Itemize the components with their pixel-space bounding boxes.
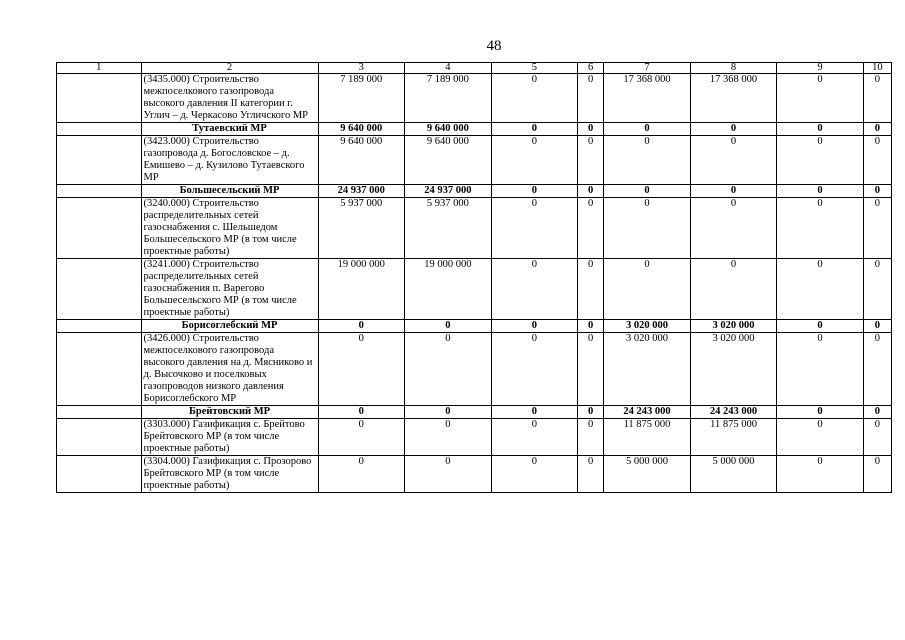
- amount-cell: 19 000 000: [318, 259, 405, 320]
- amount-cell: 24 243 000: [604, 406, 691, 419]
- amount-cell: 0: [777, 185, 864, 198]
- column-header: 2: [141, 63, 318, 74]
- amount-cell: 0: [491, 136, 578, 185]
- amount-cell: 0: [777, 419, 864, 456]
- amount-cell: 0: [777, 320, 864, 333]
- column-header: 9: [777, 63, 864, 74]
- description-cell: (3303.000) Газификация с. Брейтово Брейтовского МР (в том числе проектные работы): [141, 419, 318, 456]
- amount-cell: 0: [777, 333, 864, 406]
- amount-cell: 7 189 000: [405, 74, 492, 123]
- amount-cell: 11 875 000: [690, 419, 777, 456]
- amount-cell: 0: [578, 320, 604, 333]
- amount-cell: 17 368 000: [604, 74, 691, 123]
- project-row: [57, 198, 892, 259]
- amount-cell: 0: [863, 333, 891, 406]
- amount-cell: 0: [578, 419, 604, 456]
- amount-cell: 9 640 000: [405, 123, 492, 136]
- amount-cell: 0: [578, 185, 604, 198]
- amount-cell: 0: [777, 136, 864, 185]
- description-cell: (3240.000) Строительство распределительных сетей газоснабжения с. Шельшедом Большесельского МР (в том числе проектные работы): [141, 198, 318, 259]
- row-number-cell: [57, 74, 142, 123]
- amount-cell: 5 937 000: [405, 198, 492, 259]
- amount-cell: 7 189 000: [318, 74, 405, 123]
- district-subtotal-row: [57, 406, 892, 419]
- row-number-cell: [57, 419, 142, 456]
- amount-cell: 0: [604, 136, 691, 185]
- amount-cell: 0: [491, 333, 578, 406]
- amount-cell: 0: [578, 136, 604, 185]
- project-row: [57, 259, 892, 320]
- amount-cell: 0: [491, 123, 578, 136]
- amount-cell: 0: [777, 406, 864, 419]
- row-number-cell: [57, 185, 142, 198]
- amount-cell: 3 020 000: [690, 320, 777, 333]
- amount-cell: 0: [491, 259, 578, 320]
- description-cell: (3423.000) Строительство газопровода д. Богословское – д. Емишево – д. Кузилово Тутаевского МР: [141, 136, 318, 185]
- row-number-cell: [57, 456, 142, 493]
- amount-cell: 5 937 000: [318, 198, 405, 259]
- amount-cell: 11 875 000: [604, 419, 691, 456]
- page-number: 48: [486, 38, 502, 54]
- amount-cell: 0: [777, 198, 864, 259]
- amount-cell: 24 937 000: [318, 185, 405, 198]
- amount-cell: 0: [405, 333, 492, 406]
- column-header: 7: [604, 63, 691, 74]
- amount-cell: 0: [318, 419, 405, 456]
- amount-cell: 0: [491, 456, 578, 493]
- amount-cell: 0: [578, 123, 604, 136]
- amount-cell: 9 640 000: [318, 136, 405, 185]
- amount-cell: 0: [578, 406, 604, 419]
- row-number-cell: [57, 198, 142, 259]
- column-header: 3: [318, 63, 405, 74]
- budget-table: [56, 62, 892, 493]
- project-row: [57, 419, 892, 456]
- amount-cell: 0: [578, 198, 604, 259]
- amount-cell: 0: [863, 419, 891, 456]
- amount-cell: 0: [405, 419, 492, 456]
- amount-cell: 0: [318, 406, 405, 419]
- description-cell: (3241.000) Строительство распределительных сетей газоснабжения п. Варегово Большесельского МР (в том числе проектные работы): [141, 259, 318, 320]
- amount-cell: 0: [777, 259, 864, 320]
- project-row: [57, 74, 892, 123]
- amount-cell: 0: [777, 456, 864, 493]
- description-cell: (3435.000) Строительство межпоселкового газопровода высокого давления II категории г. Углич – д. Черкасово Угличского МР: [141, 74, 318, 123]
- project-row: [57, 456, 892, 493]
- amount-cell: 0: [604, 259, 691, 320]
- amount-cell: 0: [578, 456, 604, 493]
- amount-cell: 0: [863, 136, 891, 185]
- amount-cell: 0: [690, 259, 777, 320]
- amount-cell: 0: [491, 198, 578, 259]
- column-number-row: [57, 63, 892, 74]
- district-subtotal-row: [57, 185, 892, 198]
- project-row: [57, 333, 892, 406]
- amount-cell: 0: [318, 333, 405, 406]
- amount-cell: 0: [863, 259, 891, 320]
- row-number-cell: [57, 320, 142, 333]
- amount-cell: 5 000 000: [604, 456, 691, 493]
- amount-cell: 0: [863, 320, 891, 333]
- amount-cell: 17 368 000: [690, 74, 777, 123]
- description-cell: Брейтовский МР: [141, 406, 318, 419]
- amount-cell: 0: [578, 259, 604, 320]
- amount-cell: 0: [863, 406, 891, 419]
- amount-cell: 0: [491, 406, 578, 419]
- amount-cell: 5 000 000: [690, 456, 777, 493]
- row-number-cell: [57, 123, 142, 136]
- amount-cell: 0: [690, 185, 777, 198]
- amount-cell: 9 640 000: [405, 136, 492, 185]
- district-subtotal-row: [57, 320, 892, 333]
- amount-cell: 3 020 000: [604, 333, 691, 406]
- amount-cell: 3 020 000: [690, 333, 777, 406]
- amount-cell: 0: [405, 456, 492, 493]
- column-header: 1: [57, 63, 142, 74]
- column-header: 6: [578, 63, 604, 74]
- description-cell: (3426.000) Строительство межпоселкового газопровода высокого давления на д. Мясниково и д. Высочково и поселковых газопроводов низкого давления Борисоглебского МР: [141, 333, 318, 406]
- amount-cell: 0: [491, 74, 578, 123]
- amount-cell: 0: [777, 123, 864, 136]
- amount-cell: 0: [491, 185, 578, 198]
- row-number-cell: [57, 406, 142, 419]
- amount-cell: 0: [578, 74, 604, 123]
- description-cell: (3304.000) Газификация с. Прозорово Брейтовского МР (в том числе проектные работы): [141, 456, 318, 493]
- amount-cell: 0: [690, 198, 777, 259]
- description-cell: Тутаевский МР: [141, 123, 318, 136]
- amount-cell: 9 640 000: [318, 123, 405, 136]
- row-number-cell: [57, 136, 142, 185]
- project-row: [57, 136, 892, 185]
- table-body: [57, 74, 892, 493]
- amount-cell: 0: [604, 123, 691, 136]
- amount-cell: 0: [863, 198, 891, 259]
- column-header: 10: [863, 63, 891, 74]
- amount-cell: 3 020 000: [604, 320, 691, 333]
- amount-cell: 0: [405, 320, 492, 333]
- amount-cell: 0: [690, 123, 777, 136]
- description-cell: Большесельский МР: [141, 185, 318, 198]
- amount-cell: 0: [604, 198, 691, 259]
- district-subtotal-row: [57, 123, 892, 136]
- amount-cell: 0: [491, 320, 578, 333]
- amount-cell: 0: [863, 74, 891, 123]
- column-header: 8: [690, 63, 777, 74]
- amount-cell: 19 000 000: [405, 259, 492, 320]
- amount-cell: 0: [491, 419, 578, 456]
- amount-cell: 0: [863, 456, 891, 493]
- amount-cell: 0: [318, 320, 405, 333]
- amount-cell: 0: [863, 123, 891, 136]
- row-number-cell: [57, 259, 142, 320]
- amount-cell: 0: [405, 406, 492, 419]
- amount-cell: 0: [690, 136, 777, 185]
- column-header: 4: [405, 63, 492, 74]
- amount-cell: 0: [318, 456, 405, 493]
- row-number-cell: [57, 333, 142, 406]
- amount-cell: 24 243 000: [690, 406, 777, 419]
- amount-cell: 0: [863, 185, 891, 198]
- amount-cell: 0: [578, 333, 604, 406]
- description-cell: Борисоглебский МР: [141, 320, 318, 333]
- amount-cell: 0: [604, 185, 691, 198]
- amount-cell: 24 937 000: [405, 185, 492, 198]
- amount-cell: 0: [777, 74, 864, 123]
- column-header: 5: [491, 63, 578, 74]
